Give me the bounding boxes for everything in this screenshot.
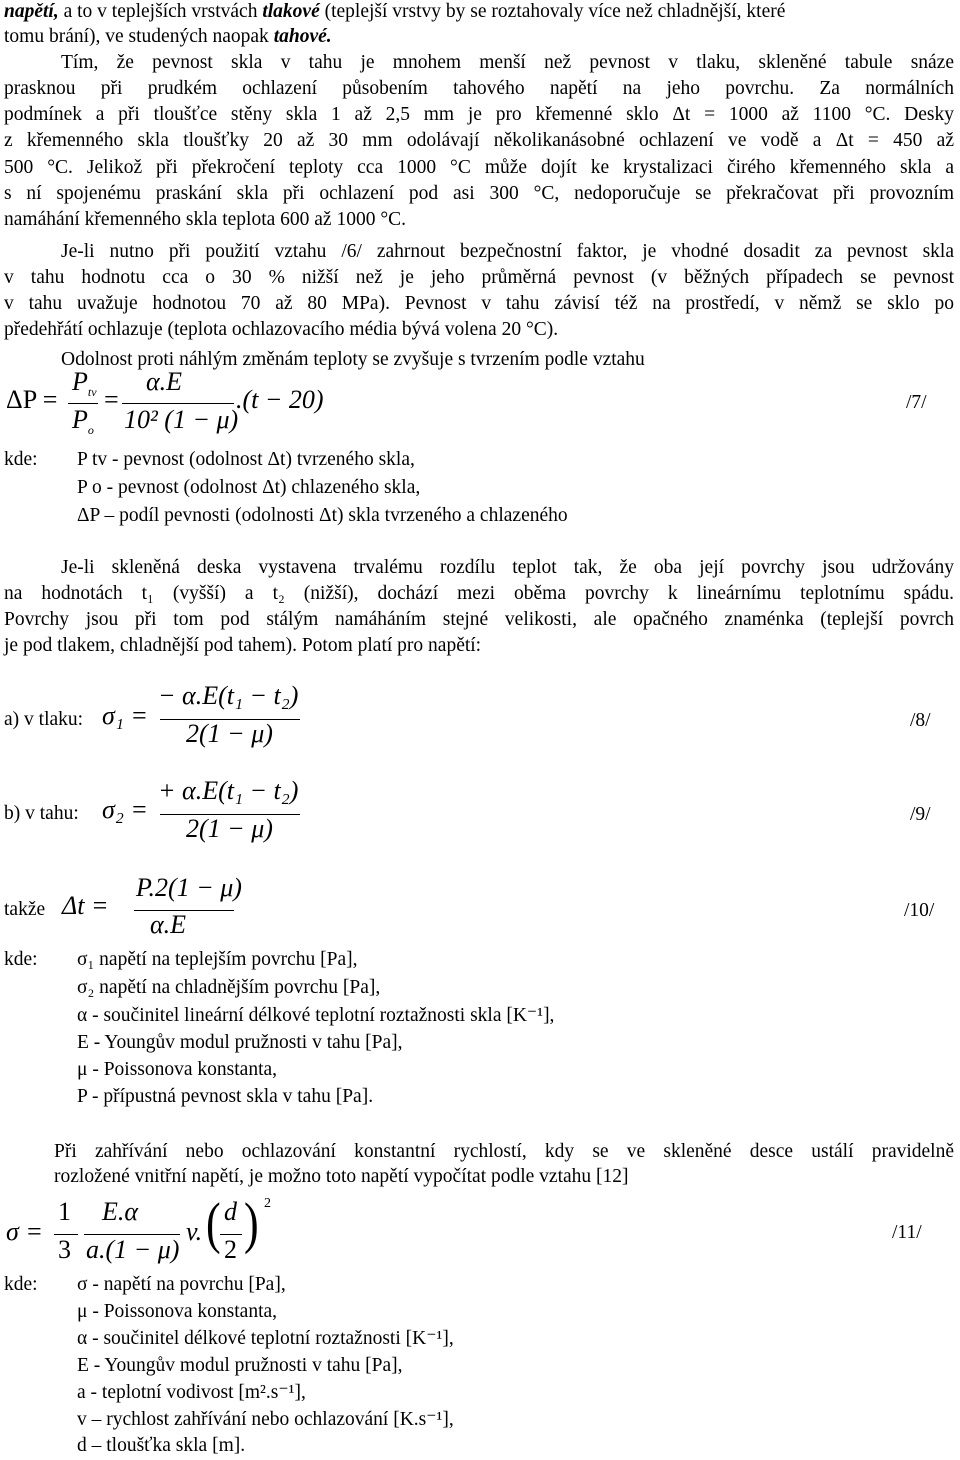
text-line: z křemenného skla tloušťky 20 až 30 mm odolávají několikanásobné ochlazení ve vodě a Δt = 450 až xyxy=(4,130,954,151)
emphasis-word: napětí, xyxy=(4,1,59,22)
text-line: prasknou při prudkém ochlazení působením tahového napětí na jeho povrchu. Za normálních xyxy=(4,78,954,99)
eq11-power: 2 xyxy=(264,1196,271,1211)
definition-item: μ - Poissonova konstanta, xyxy=(77,1301,278,1322)
kde-label: kde: xyxy=(4,949,38,970)
eq9-den: 2(1 − μ) xyxy=(186,814,273,843)
definition-item: μ - Poissonova konstanta, xyxy=(77,1059,278,1080)
definition-item: σ₁ napětí na teplejším povrchu [Pa], xyxy=(77,949,358,970)
equation-number: /7/ xyxy=(906,392,927,413)
eq9-lhs: σ₂ = xyxy=(102,795,148,824)
equation-number: /10/ xyxy=(904,900,935,921)
text-line: 500 °C. Jelikož při překročení teploty cca 1000 °C může dojít ke krystalizaci čirého křemenného skla a xyxy=(4,157,954,178)
emphasis-word: tahové. xyxy=(273,26,332,47)
definition-item: α - součinitel lineární délkové teplotní roztažnosti skla [K⁻¹], xyxy=(77,1005,555,1026)
eq11-f1-num: 1 xyxy=(58,1197,71,1226)
definition-item: σ₂ napětí na chladnějším povrchu [Pa], xyxy=(77,977,381,998)
eq7-lhs: ΔP = xyxy=(6,385,58,414)
text-line: Povrchy jsou při tom pod stálým namáháním stejné velikosti, ale opačného znaménka (teplejší povrch xyxy=(4,609,954,630)
definition-item: E - Youngův modul pružnosti v tahu [Pa], xyxy=(77,1032,403,1053)
text-line: Při zahřívání nebo ochlazování konstantní rychlostí, kdy se ve skleněné desce ustálí pravidelně xyxy=(54,1141,954,1162)
fraction-bar xyxy=(68,403,98,404)
kde-label: kde: xyxy=(4,1274,38,1295)
eq11-f3-den: 2 xyxy=(224,1235,237,1264)
eq7-den1: $P_o$ xyxy=(72,405,94,438)
eq7-num2: α.E xyxy=(146,367,183,396)
eq7-num1: $P_{tv}$ xyxy=(72,367,97,400)
eq8-num: − α.E(t₁ − t₂) xyxy=(158,681,299,710)
eq10-den: α.E xyxy=(150,910,187,939)
eq9-label: b) v tahu: xyxy=(4,803,79,824)
eq10-label: takže xyxy=(4,899,46,920)
paren: ( xyxy=(206,1191,221,1256)
eq11-f1-den: 3 xyxy=(58,1235,71,1264)
text-line: s ní spojenému praskání skla při ochlazení pod asi 300 °C, nedoporučuje se překračovat při provozním xyxy=(4,183,954,204)
text-line: na hodnotách t₁ (vyšší) a t₂ (nižší), dochází mezi oběma povrchy k lineárnímu teplotnímu spádu. xyxy=(4,583,954,604)
definition-item: α - součinitel délkové teplotní roztažnosti [K⁻¹], xyxy=(77,1328,454,1349)
text-line: je pod tlakem, chladnější pod tahem). Potom platí pro napětí: xyxy=(4,635,482,656)
eq8-label: a) v tlaku: xyxy=(4,709,84,730)
eq7-den2: 10² (1 − μ) xyxy=(124,405,239,434)
eq10-lhs: Δt = xyxy=(62,891,109,920)
eq9-num: + α.E(t₁ − t₂) xyxy=(158,776,299,805)
text-line: tomu brání), ve studených naopak tahové. xyxy=(4,26,332,47)
text-line: rozložené vnitřní napětí, je možno toto napětí vypočítat podle vztahu [12] xyxy=(54,1166,629,1187)
kde-label: kde: xyxy=(4,449,38,470)
text-line: napětí, a to v teplejších vrstvách tlakové (teplejší vrstvy by se roztahovaly více než chladnější, které xyxy=(4,1,786,22)
equation-number: /11/ xyxy=(892,1222,922,1243)
text-line: Je-li skleněná deska vystavena trvalému rozdílu teplot tak, že oba její povrchy jsou udržovány xyxy=(61,557,954,578)
eq8-lhs: σ₁ = xyxy=(102,701,148,730)
definition-item: P o - pevnost (odolnost Δt) chlazeného skla, xyxy=(77,477,421,498)
paren: ) xyxy=(244,1191,259,1256)
definition-item: ΔP – podíl pevnosti (odolnosti Δt) skla tvrzeného a chlazeného xyxy=(77,505,568,526)
text-line: podmínek a při tloušťce stěny skla 1 až 2,5 mm je pro křemenné sklo Δt = 1000 až 1100 °C. Desky xyxy=(4,104,954,125)
fraction-bar xyxy=(122,403,234,404)
definition-item: σ - napětí na povrchu [Pa], xyxy=(77,1274,286,1295)
text-line: namáhání křemenného skla teplota 600 až 1000 °C. xyxy=(4,209,407,230)
equation-number: /8/ xyxy=(910,710,931,731)
text-line: Je-li nutno při použití vztahu /6/ zahrnout bezpečnostní faktor, je vhodné dosadit za pevnost skla xyxy=(61,241,954,262)
definition-item: a - teplotní vodivost [m².s⁻¹], xyxy=(77,1382,306,1403)
eq11-f2-den: a.(1 − μ) xyxy=(86,1235,180,1264)
text-line: v tahu hodnotu cca o 30 % nižší než je jeho průměrná pevnost (v běžných případech se pevnost xyxy=(4,267,954,288)
eq11-lhs: σ = xyxy=(6,1217,43,1246)
definition-item: E - Youngův modul pružnosti v tahu [Pa], xyxy=(77,1355,403,1376)
eq7-tail: .(t − 20) xyxy=(236,385,324,414)
emphasis-word: tlakové xyxy=(262,1,320,22)
definition-item: v – rychlost zahřívání nebo ochlazování [K.s⁻¹], xyxy=(77,1409,454,1430)
equation-number: /9/ xyxy=(910,804,931,825)
text-line: Odolnost proti náhlým změnám teploty se zvyšuje s tvrzením podle vztahu xyxy=(61,349,645,370)
text-line: v tahu uvažuje hodnotou 70 až 80 MPa). Pevnost v tahu závisí též na prostředí, v němž se sklo po xyxy=(4,293,954,314)
eq8-den: 2(1 − μ) xyxy=(186,719,273,748)
eq11-f2-num: E.α xyxy=(102,1197,139,1226)
eq7-equals: = xyxy=(104,385,119,414)
definition-item: P - přípustná pevnost skla v tahu [Pa]. xyxy=(77,1086,374,1107)
eq11-f3-num: d xyxy=(224,1197,237,1226)
definition-item: d – tloušťka skla [m]. xyxy=(77,1435,246,1456)
eq11-v: v. xyxy=(186,1217,203,1246)
text-line: předehřátí ochlazuje (teplota ochlazovacího média bývá volena 20 °C). xyxy=(4,319,559,340)
eq10-num: P.2(1 − μ) xyxy=(136,873,242,902)
definition-item: P tv - pevnost (odolnost Δt) tvrzeného skla, xyxy=(77,449,415,470)
text-line: Tím, že pevnost skla v tahu je mnohem menší než pevnost v tlaku, skleněné tabule snáze xyxy=(61,52,954,73)
